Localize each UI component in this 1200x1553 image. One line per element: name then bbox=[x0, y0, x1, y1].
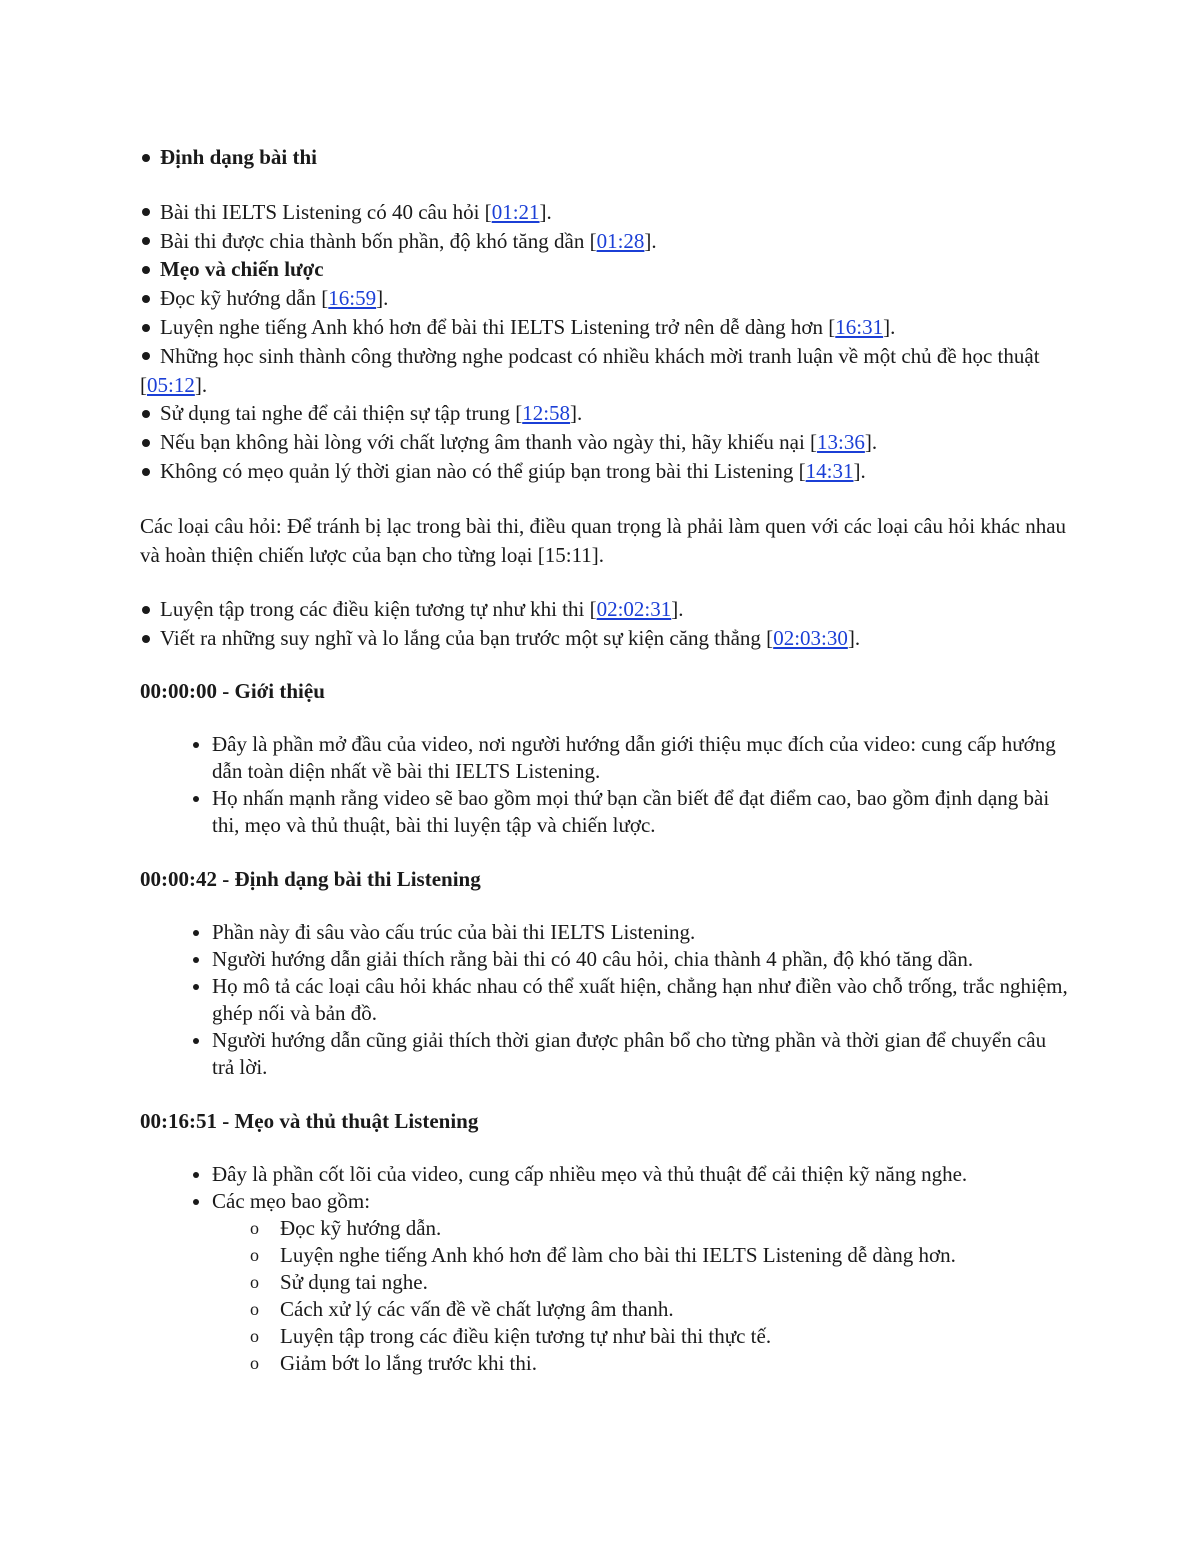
list-item: • Phần này đi sâu vào cấu trúc của bài thi IELTS Listening. bbox=[212, 919, 1070, 946]
timestamp-link[interactable]: 14:31 bbox=[805, 458, 854, 483]
section-title-tips: 00:16:51 - Mẹo và thủ thuật Listening bbox=[140, 1108, 479, 1133]
summary-bullet: Nếu bạn không hài lòng với chất lượng âm thanh vào ngày thi, hãy khiếu nại [13:36]. bbox=[140, 428, 1070, 457]
timestamp-link[interactable]: 02:02:31 bbox=[596, 597, 672, 622]
timestamp-link[interactable]: 01:28 bbox=[596, 228, 645, 253]
circle-bullet-icon: o bbox=[250, 1271, 259, 1292]
timestamp-link[interactable]: 05:12 bbox=[147, 372, 195, 397]
format-list bbox=[140, 919, 1070, 1081]
timestamp-link[interactable]: 02:03:30 bbox=[773, 626, 848, 651]
timestamp-link[interactable]: 13:36 bbox=[817, 430, 865, 455]
bullet-icon bbox=[142, 352, 150, 360]
intro-list bbox=[140, 731, 1070, 839]
summary-bullet: Không có mẹo quản lý thời gian nào có thể giúp bạn trong bài thi Listening [14:31]. bbox=[140, 457, 1070, 486]
timestamp-link[interactable]: 16:31 bbox=[835, 314, 884, 339]
bullet-icon bbox=[142, 237, 150, 245]
bullet-icon bbox=[142, 295, 150, 303]
bullet-icon bbox=[142, 439, 150, 447]
summary-bullet: Bài thi được chia thành bốn phần, độ khó tăng dần [01:28]. bbox=[140, 227, 1070, 256]
question-types-paragraph: Các loại câu hỏi: Để tránh bị lạc trong bài thi, điều quan trọng là phải làm quen với các loại câu hỏi khác nhau và hoàn thiện chiến lược của bạn cho từng loại [15:11]. bbox=[140, 513, 1067, 567]
timestamp-link[interactable]: 01:21 bbox=[491, 199, 540, 224]
sub-list-item: o Giảm bớt lo lắng trước khi thi. bbox=[250, 1350, 537, 1375]
timestamp-link[interactable]: 12:58 bbox=[522, 401, 571, 426]
sub-list-item: o Luyện nghe tiếng Anh khó hơn để làm cho bài thi IELTS Listening dễ dàng hơn. bbox=[250, 1242, 956, 1267]
section-title-format: 00:00:42 - Định dạng bài thi Listening bbox=[140, 866, 481, 891]
summary-bullet: Những học sinh thành công thường nghe podcast có nhiều khách mời tranh luận về một chủ đề học thuật [05:12]. bbox=[140, 343, 1040, 397]
list-item: • Người hướng dẫn cũng giải thích thời gian được phân bổ cho từng phần và thời gian để chuyển câu trả lời. bbox=[212, 1027, 1070, 1081]
bullet-icon bbox=[142, 154, 150, 162]
list-item: • Họ mô tả các loại câu hỏi khác nhau có thể xuất hiện, chẳng hạn như điền vào chỗ trống, trắc nghiệm, ghép nối và bản đồ. bbox=[212, 973, 1070, 1027]
summary-heading-tips: Mẹo và chiến lược bbox=[140, 255, 1070, 284]
list-item: • Đây là phần mở đầu của video, nơi người hướng dẫn giới thiệu mục đích của video: cung cấp hướng dẫn toàn diện nhất về bài thi IELTS Listening. bbox=[212, 731, 1070, 785]
summary-bullet: Bài thi IELTS Listening có 40 câu hỏi [01:21]. bbox=[140, 198, 1070, 227]
list-item: • Họ nhấn mạnh rằng video sẽ bao gồm mọi thứ bạn cần biết để đạt điểm cao, bao gồm định dạng bài thi, mẹo và thủ thuật, bài thi luyện tập và chiến lược. bbox=[212, 785, 1070, 839]
document-content bbox=[140, 143, 1070, 1377]
circle-bullet-icon: o bbox=[250, 1217, 259, 1238]
circle-bullet-icon: o bbox=[250, 1244, 259, 1265]
summary-bullet: Viết ra những suy nghĩ và lo lắng của bạn trước một sự kiện căng thẳng [02:03:30]. bbox=[140, 624, 1070, 653]
bullet-icon bbox=[142, 266, 150, 274]
list-item: • Đây là phần cốt lõi của video, cung cấp nhiều mẹo và thủ thuật để cải thiện kỹ năng nghe. bbox=[212, 1161, 1070, 1188]
list-item: • Người hướng dẫn giải thích rằng bài thi có 40 câu hỏi, chia thành 4 phần, độ khó tăng dần. bbox=[212, 946, 1070, 973]
circle-bullet-icon: o bbox=[250, 1298, 259, 1319]
bullet-icon bbox=[142, 468, 150, 476]
summary-bullet: Luyện tập trong các điều kiện tương tự như khi thi [02:02:31]. bbox=[140, 595, 1070, 624]
sub-list-item: o Cách xử lý các vấn đề về chất lượng âm thanh. bbox=[250, 1296, 674, 1321]
summary-bullet: Luyện nghe tiếng Anh khó hơn để bài thi IELTS Listening trở nên dễ dàng hơn [16:31]. bbox=[140, 313, 1070, 342]
tips-list bbox=[140, 1161, 1070, 1377]
bullet-icon bbox=[142, 635, 150, 643]
summary-bullet: Đọc kỹ hướng dẫn [16:59]. bbox=[140, 284, 1070, 313]
circle-bullet-icon: o bbox=[250, 1325, 259, 1346]
bullet-icon bbox=[142, 410, 150, 418]
bullet-icon bbox=[142, 606, 150, 614]
list-item: • Các mẹo bao gồm: o Đọc kỹ hướng dẫn. o Luyện nghe tiếng Anh khó hơn để làm cho bài thi IELTS Listening dễ dàng hơn. o Sử dụng tai nghe. o Cách xử lý các vấn đề về chất lượng âm thanh. o Luyện tập trong các điều kiện tương tự như bài thi thực tế. o Giảm bớt lo lắng trước khi thi. bbox=[212, 1188, 1070, 1377]
timestamp-link[interactable]: 16:59 bbox=[328, 286, 377, 311]
sub-list-item: o Đọc kỹ hướng dẫn. bbox=[250, 1215, 442, 1240]
tips-sublist bbox=[212, 1215, 1070, 1377]
section-title-intro: 00:00:00 - Giới thiệu bbox=[140, 678, 325, 703]
summary-heading-format: Định dạng bài thi bbox=[140, 143, 1070, 172]
sub-list-item: o Luyện tập trong các điều kiện tương tự như bài thi thực tế. bbox=[250, 1323, 772, 1348]
circle-bullet-icon: o bbox=[250, 1352, 259, 1373]
bullet-icon bbox=[142, 208, 150, 216]
bullet-icon bbox=[142, 324, 150, 332]
summary-bullet: Sử dụng tai nghe để cải thiện sự tập trung [12:58]. bbox=[140, 399, 1070, 428]
sub-list-item: o Sử dụng tai nghe. bbox=[250, 1269, 428, 1294]
